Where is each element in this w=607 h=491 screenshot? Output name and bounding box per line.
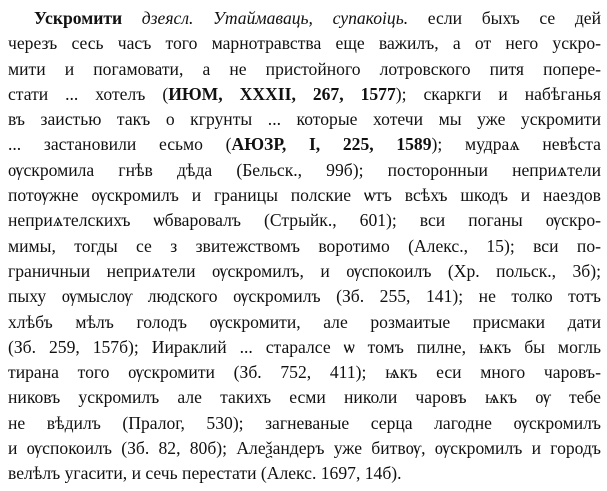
text-run: стати ... хотелъ ( <box>8 83 169 104</box>
text-run: хлѣбъ мѣлъ голодъ ѹскромити, але розмаитые присмаки дати <box>8 311 601 332</box>
entry-line <box>8 183 601 208</box>
entry-line <box>8 132 601 157</box>
text-run: (Зб. 259, 157б); Иираклий ... старалсе ѡ томъ пилне, ѩкъ бы могль <box>8 336 601 357</box>
text-run: ѹскромила гнѣв дѣда (Бельск., 99б); посторонныи неприѧтели <box>8 159 601 180</box>
entry-line <box>8 436 601 461</box>
entry-line <box>8 6 601 31</box>
entry-line <box>8 31 601 56</box>
entry-line <box>8 310 601 335</box>
source-citation: ИЮМ, XXXII, 267, 1577 <box>168 83 396 104</box>
entry-line <box>8 82 601 107</box>
text-run: не вѣдилъ (Пралог, 530); загневаные серца лагодне ѹскромилъ <box>8 412 601 433</box>
text-run: неприѧтелскихъ ѡбваровалъ (Стрыйк., 601); вси поганы ѹскро- <box>8 210 601 231</box>
text-run: мити и погамовати, а не пристойного лотровского питя попере- <box>8 58 601 79</box>
text-run: потѹжне ѹскромилъ и границы полские ѡтъ всѣхъ шкодъ и наездов <box>8 185 601 206</box>
text-run: никовъ ускромилъ але такихъ есми николи чаровъ ѩкъ ѹ тебе <box>8 387 601 408</box>
headword: Ускромити <box>34 8 123 28</box>
entry-line <box>8 411 601 436</box>
entry-line <box>8 208 601 233</box>
text-run: если быхъ се дей <box>408 8 601 28</box>
text-run: ); скаркги и набѣганья <box>395 83 601 104</box>
entry-line <box>8 259 601 284</box>
entry-line <box>8 158 601 183</box>
entry-line <box>8 234 601 259</box>
text-run: въ заистью такъ о кгрунты ... которые хотечи мы уже ускромити <box>8 109 601 130</box>
text-run: велѣлъ угасити, и сечь перестати (Алекс. 1697, 14б). <box>8 463 402 484</box>
entry-line <box>8 335 601 360</box>
text-run: тирана того ѹскромити (Зб. 752, 411); ѩкъ еси много чаровъ- <box>8 362 601 383</box>
grammar-and-translation: дзеясл. Утаймаваць, супакоіць. <box>141 8 409 28</box>
entry-line <box>8 461 601 486</box>
entry-line <box>8 107 601 132</box>
entry-line <box>8 360 601 385</box>
entry-line <box>8 284 601 309</box>
text-run: и ѹспокоилъ (Зб. 82, 80б); Алеѯандеръ уже битвѹ, ѹскромилъ и городъ <box>8 438 601 459</box>
source-citation: АЮЗР, I, 225, 1589 <box>231 134 432 155</box>
entry-line <box>8 385 601 410</box>
entry-line <box>8 57 601 82</box>
text-run: ... застановили есьмо ( <box>8 134 232 155</box>
text-run: мимы, тогды се з звитежствомъ воротимо (Алекс., 15); вси по- <box>8 235 601 256</box>
text-run: граничныи неприѧтели ѹскромилъ, и ѹспокоилъ (Хр. польск., 3б); <box>8 260 601 281</box>
text-run <box>122 8 142 28</box>
text-run: черезъ сесь часъ того марнотравства еще важилъ, а от него ускро- <box>8 33 601 54</box>
text-run: ); мудраѧ невѣста <box>431 134 601 155</box>
text-run: пыху ѹмыслѹ людского ѹскромилъ (Зб. 255, 141); не толко тотъ <box>8 286 601 307</box>
